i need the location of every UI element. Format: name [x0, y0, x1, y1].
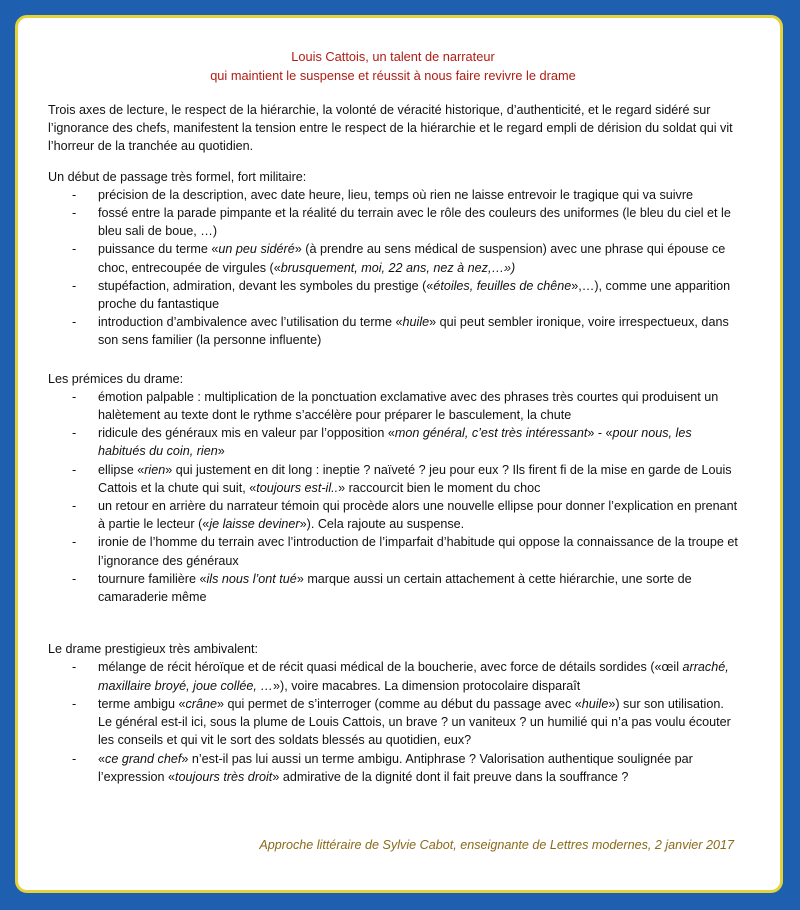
item-text: » raccourcit bien le moment du choc: [338, 480, 541, 495]
list-item: [48, 695, 738, 750]
intro-paragraph: Trois axes de lecture, le respect de la hiérarchie, la volonté de véracité historique, d’authenticité, et le regard sidéré sur l’ignorance des chefs, manifestent la tension entre le respect de la hiérarchie et le regard empli de dérision du soldat qui vit l’horreur de la tranchée au quotidien.: [48, 103, 733, 154]
item-text: » qui justement en dit long : ineptie ? naïveté ? jeu pour eux ? Ils firent fi de la mise en garde de Louis Cattois et la chute qui suit, «: [98, 462, 732, 495]
item-text: » marque aussi un certain attachement à cette hiérarchie, une sorte de camaraderie même: [98, 571, 692, 605]
section-2: [48, 370, 738, 607]
item-text: ironie de l’homme du terrain avec l’introduction de l’imparfait d’habitude qui oppose la connaissance de la troupe et l’ignorance des généraux: [98, 535, 738, 568]
item-text: «: [98, 751, 106, 766]
list-item: [48, 424, 738, 460]
list-item: [48, 750, 738, 786]
bullet-list: [48, 658, 738, 785]
section-3: [48, 640, 738, 786]
item-quote: toujours est-il..: [256, 480, 339, 495]
list-item: [48, 461, 738, 497]
item-quote: huile: [402, 315, 430, 330]
bullet-list: [48, 186, 738, 350]
item-text: ellipse «: [98, 462, 145, 477]
item-text: tournure familière «: [98, 571, 207, 586]
list-item: [48, 497, 738, 533]
item-text: stupéfaction, admiration, devant les symboles du prestige («: [98, 278, 434, 293]
list-item: [48, 186, 738, 204]
section-1: [48, 168, 738, 350]
item-text: »: [217, 444, 225, 459]
section-heading: Un début de passage très formel, fort militaire:: [48, 169, 307, 184]
list-item: [48, 277, 738, 313]
item-text: introduction d’ambivalence avec l’utilisation du terme «: [98, 315, 403, 330]
document-body: [48, 48, 738, 852]
item-quote: je laisse deviner: [209, 517, 300, 532]
item-text: » n’est-il pas lui aussi un terme ambigu. Antiphrase ? Valorisation authentique soulignée par l’expression «: [98, 751, 693, 784]
item-text: terme ambigu «: [98, 696, 186, 711]
item-quote: un peu sidéré: [218, 242, 295, 257]
list-item: [48, 570, 738, 606]
list-item: [48, 204, 738, 240]
title-line-2: qui maintient le suspense et réussit à nous faire revivre le drame: [210, 67, 576, 83]
item-quote: ce grand chef: [105, 751, 182, 766]
item-text: ») sur son utilisation. Le général est-il ici, sous la plume de Louis Cattois, un brave ? un vaniteux ? un humilié qui n’a pas voulu écouter les conseils et qui vit le sort des soldats blessés au quotidien, eux?: [98, 696, 731, 748]
author-signature: Approche littéraire de Sylvie Cabot, enseignante de Lettres modernes, 2 janvier 2017: [259, 838, 734, 852]
item-text: » - «: [587, 426, 613, 441]
bullet-list: [48, 388, 738, 606]
item-quote: toujours très droit: [175, 769, 273, 784]
list-item: [48, 658, 738, 694]
item-text: »). Cela rajoute au suspense.: [299, 517, 465, 532]
item-quote: mon général, c’est très intéressant: [394, 426, 588, 441]
section-heading: Le drame prestigieux très ambivalent:: [48, 642, 258, 657]
item-text: fossé entre la parade pimpante et la réalité du terrain avec le rôle des couleurs des uniformes (le bleu du ciel et le bleu sali de boue, …): [98, 206, 731, 239]
item-text: »), voire macabres. La dimension protocolaire disparaît: [273, 678, 581, 693]
item-text: » qui permet de s’interroger (comme au début du passage avec «: [217, 696, 582, 711]
page-title: [48, 48, 738, 85]
item-quote: rien: [144, 462, 166, 477]
item-text: mélange de récit héroïque et de récit quasi médical de la boucherie, avec force de détails sordides («œil: [98, 660, 683, 675]
item-text: puissance du terme «: [98, 242, 219, 257]
item-text: un retour en arrière du narrateur témoin qui procède alors une nouvelle ellipse pour donner l’explication en prenant à partie le lecteur («: [98, 499, 738, 532]
item-text: précision de la description, avec date heure, lieu, temps où rien ne laisse entrevoir le tragique qui va suivre: [98, 187, 694, 202]
title-line-1: Louis Cattois, un talent de narrateur: [291, 49, 495, 64]
item-text: » admirative de la dignité dont il fait preuve dans la souffrance ?: [272, 769, 629, 784]
list-item: [48, 240, 738, 276]
item-text: » qui peut sembler ironique, voire irrespectueux, dans son sens familier (la personne influente): [98, 315, 729, 348]
list-item: [48, 388, 738, 424]
section-heading: Les prémices du drame:: [48, 371, 184, 386]
item-quote: ils nous l’ont tué: [206, 571, 297, 586]
list-item: [48, 533, 738, 569]
item-quote: crâne: [185, 696, 218, 711]
item-text: »,…), comme une apparition proche du fantastique: [98, 278, 731, 312]
item-text: émotion palpable : multiplication de la ponctuation exclamative avec des phrases très courtes qui produisent un halètement au texte dont le rythme s’accélère pour préparer le basculement, la chute: [98, 389, 719, 423]
item-quote: brusquement, moi, 22 ans, nez à nez,…»): [280, 260, 516, 275]
item-text: ridicule des généraux mis en valeur par l’opposition «: [98, 426, 395, 441]
item-quote: pour nous, les habitués du coin, rien: [98, 426, 692, 459]
item-text: » (à prendre au sens médical de suspension) avec une phrase qui épouse ce choc, entrecoupée de virgules («: [98, 242, 726, 275]
item-quote: huile: [581, 696, 609, 711]
item-quote: étoiles, feuilles de chêne: [433, 278, 572, 293]
list-item: [48, 313, 738, 349]
item-quote: arraché, maxillaire broyé, joue collée, …: [98, 660, 729, 693]
